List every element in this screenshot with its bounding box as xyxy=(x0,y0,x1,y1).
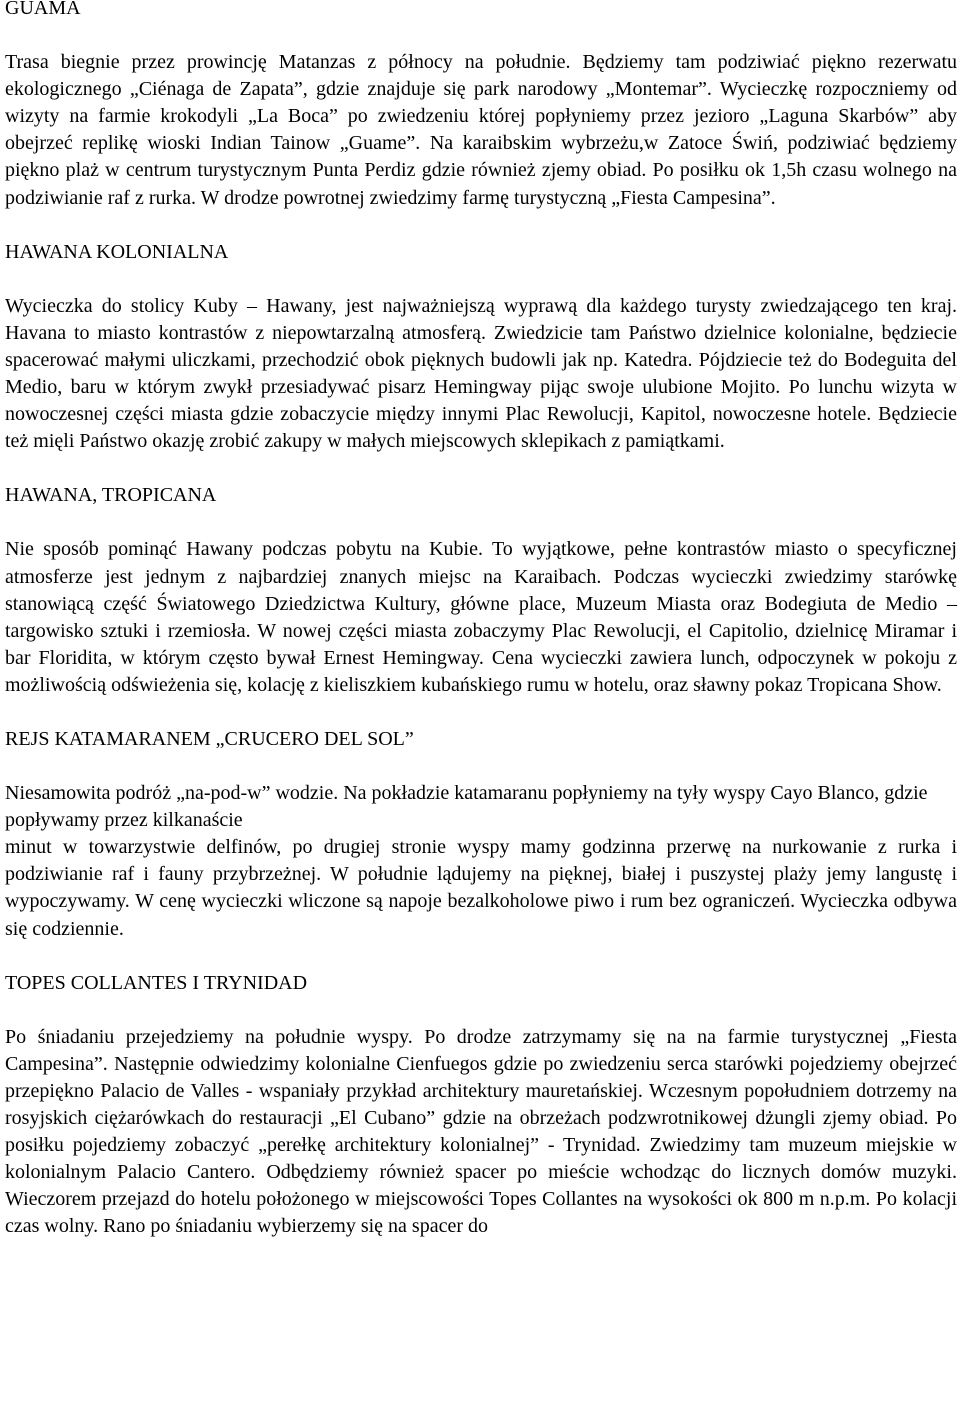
section-paragraph: Niesamowita podróż „na-pod-w” wodzie. Na pokładzie katamaranu popłyniemy na tyły wyspy Cayo Blanco, gdzie popływamy przez kilkanaście xyxy=(5,782,928,832)
section-topes-collantes xyxy=(5,970,957,1241)
section-heading: HAWANA, TROPICANA xyxy=(5,484,217,507)
section-hawana-kolonialna xyxy=(5,239,957,456)
section-paragraph: Trasa biegnie przez prowincję Matanzas z północy na południe. Będziemy tam podziwiać piękno rezerwatu ekologicznego „Ciénaga de Zapata”, gdzie znajduje się park narodowy „Montemar”. Wycieczkę rozpoczniemy od wizyty na farmie krokodyli „La Boca” po zwiedzeniu której popłyniemy przez jezioro „Laguna Skarbów” aby obejrzeć replikę wioski Indian Tainow „Guame”. Na karaibskim wybrzeżu,w Zatoce Świń, podziwiać będziemy piękno plaż w centrum turystycznym Punta Perdiz gdzie również zjemy obiad. Po posiłku ok 1,5h czasu wolnego na podziwianie raf z rurka. W drodze powrotnej zwiedzimy farmę turystyczną „Fiesta Campesina”. xyxy=(5,51,957,209)
section-heading: GUAMA xyxy=(5,0,81,19)
section-hawana-tropicana xyxy=(5,482,957,699)
section-heading: HAWANA KOLONIALNA xyxy=(5,240,229,263)
section-rejs-katamaranem xyxy=(5,726,957,943)
section-paragraph: Wycieczka do stolicy Kuby – Hawany, jest najważniejszą wyprawą dla każdego turysty zwiedzającego ten kraj. Havana to miasto kontrastów z niepowtarzalną atmosferą. Zwiedzicie tam Państwo dzielnice kolonialne, będziecie spacerować małymi uliczkami, przechodzić obok pięknych budowli jak np. Katedra. Pójdziecie też do Bodeguita del Medio, baru w którym zwykł przesiadywać pisarz Hemingway pijąc swoje ulubione Mojito. Po lunchu wizyta w nowoczesnej części miasta gdzie zobaczycie między innymi Plac Rewolucji, Kapitol, nowoczesne hotele. Będziecie też mięli Państwo okazję zrobić zakupy w małych miejscowych sklepikach z pamiątkami. xyxy=(5,294,957,453)
section-heading: REJS KATAMARANEM „CRUCERO DEL SOL” xyxy=(5,727,414,750)
section-heading: TOPES COLLANTES I TRYNIDAD xyxy=(5,971,308,994)
section-paragraph: minut w towarzystwie delfinów, po drugiej stronie wyspy mamy godzinna przerwę na nurkowanie z rurka i podziwianie raf i fauny przybrzeżnej. W południe lądujemy na pięknej, białej i puszystej plaży jemy langustę i wypoczywamy. W cenę wycieczki wliczone są napoje bezalkoholowe piwo i rum bez ograniczeń. Wycieczka odbywa się codziennie. xyxy=(5,836,957,940)
section-guama xyxy=(5,0,957,212)
section-paragraph: Po śniadaniu przejedziemy na południe wyspy. Po drodze zatrzymamy się na na farmie turystycznej „Fiesta Campesina”. Następnie odwiedzimy kolonialne Cienfuegos gdzie po zwiedzeniu serca starówki pojedziemy obejrzeć przepiękno Palacio de Valles - wspaniały przykład architektury mauretańskiej. Wczesnym popołudniem dotrzemy na rosyjskich ciężarówkach do restauracji „El Cubano” gdzie na obrzeżach podzwrotnikowej dżungli zjemy obiad. Po posiłku pojedziemy zobaczyć „perełkę architektury kolonialnej” - Trynidad. Zwiedzimy tam muzeum miejskie w kolonialnym Palacio Cantero. Odbędziemy również spacer po mieście wchodząc do licznych domów muzyki. Wieczorem przejazd do hotelu położonego w miejscowości Topes Collantes na wysokości ok 800 m n.p.m. Po kolacji czas wolny. Rano po śniadaniu wybierzemy się na spacer do xyxy=(5,1025,957,1238)
section-paragraph: Nie sposób pominąć Hawany podczas pobytu na Kubie. To wyjątkowe, pełne kontrastów miasto o specyficznej atmosferze jest jednym z najbardziej znanych miejsc na Karaibach. Podczas wycieczki zwiedzimy starówkę stanowiącą część Światowego Dziedzictwa Kultury, główne place, Muzeum Miasta oraz Bodegiuta de Medio – targowisko sztuki i rzemiosła. W nowej części miasta zobaczymy Plac Rewolucji, el Capitolio, dzielnicę Miramar i bar Floridita, w którym często bywał Ernest Hemingway. Cena wycieczki zawiera lunch, odpoczynek w pokoju z możliwością odświeżenia się, kolację z kieliszkiem kubańskiego rumu w hotelu, oraz sławny pokaz Tropicana Show. xyxy=(5,538,957,696)
